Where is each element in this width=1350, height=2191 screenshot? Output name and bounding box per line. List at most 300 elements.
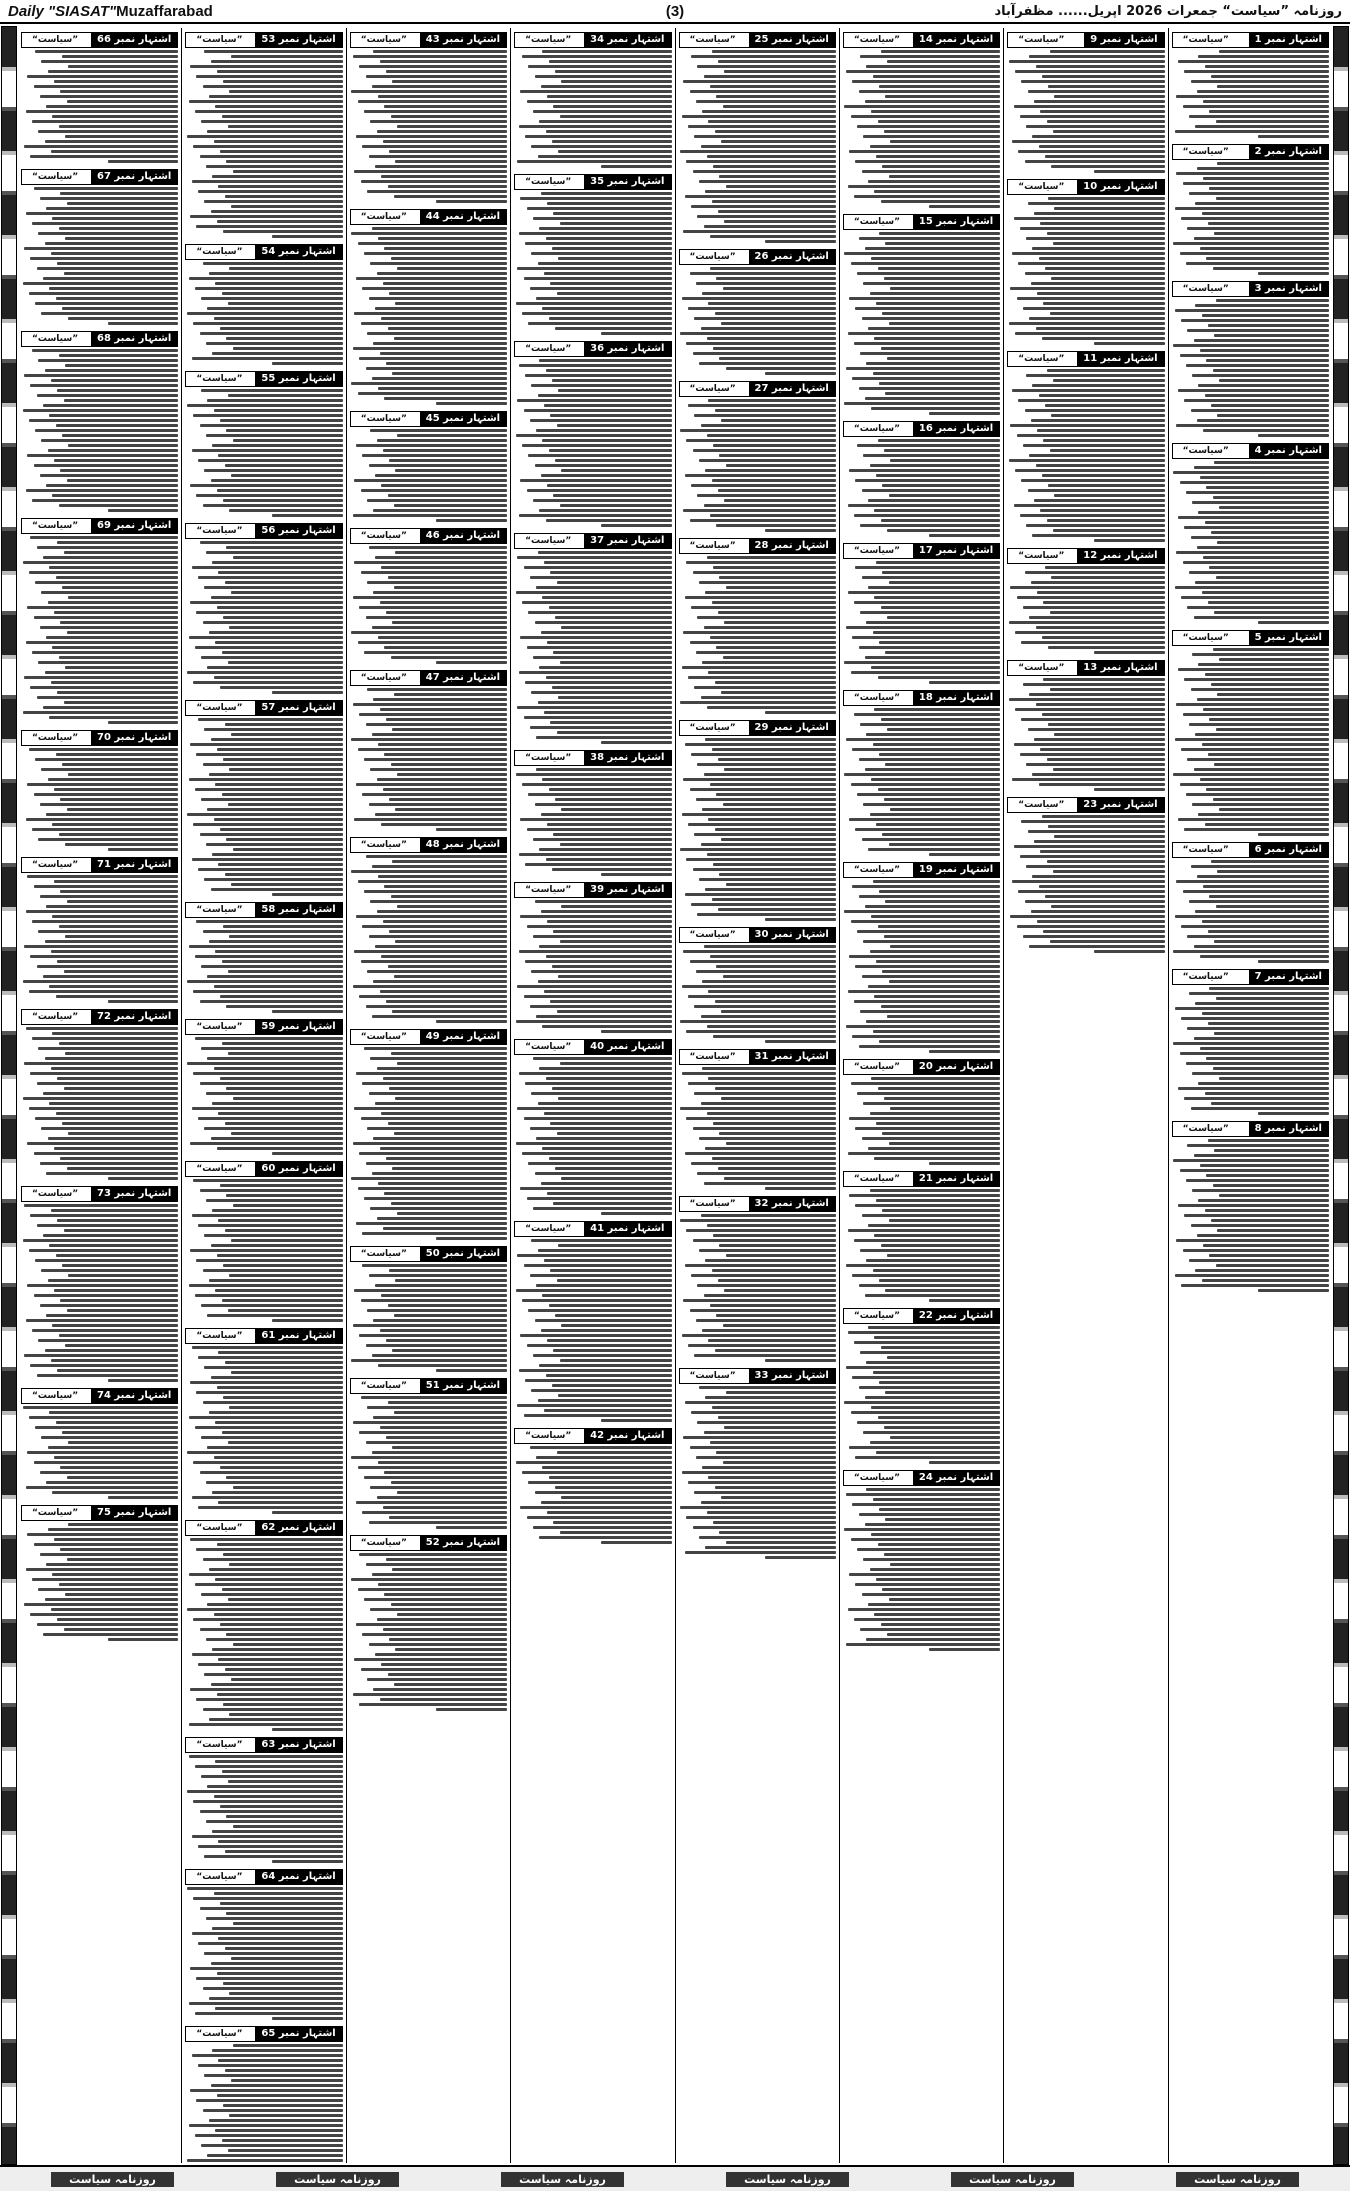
text-line <box>694 1092 836 1095</box>
text-line <box>885 651 1000 654</box>
text-line <box>1040 509 1164 512</box>
text-line <box>887 529 1000 532</box>
text-line <box>555 1314 671 1317</box>
text-line <box>52 217 178 220</box>
text-line <box>519 125 672 128</box>
text-line <box>212 1209 343 1212</box>
text-line <box>531 1092 671 1095</box>
text-line <box>212 175 343 178</box>
text-line <box>862 576 1000 579</box>
text-line <box>1010 424 1164 427</box>
text-line <box>855 307 1000 310</box>
text-line <box>35 758 178 761</box>
text-line <box>367 1678 507 1681</box>
notice-title: ”سیاست“ <box>853 546 900 556</box>
text-line <box>214 985 343 988</box>
text-line <box>519 1369 672 1372</box>
text-line <box>851 1538 1001 1541</box>
text-line <box>870 1189 1001 1192</box>
text-line <box>873 1371 1000 1374</box>
text-line <box>884 277 1000 280</box>
text-line <box>367 332 507 335</box>
text-line <box>190 1967 343 1970</box>
text-line <box>866 65 1000 68</box>
text-line <box>1094 539 1165 542</box>
notice-header <box>679 1049 836 1065</box>
text-line <box>544 272 671 275</box>
text-line <box>203 621 343 624</box>
text-line <box>226 838 342 841</box>
text-line <box>560 661 672 664</box>
text-line <box>1039 885 1165 888</box>
text-line <box>59 227 179 230</box>
text-line <box>726 883 836 886</box>
text-line <box>48 70 179 73</box>
text-line <box>377 1618 508 1621</box>
text-line <box>41 768 178 771</box>
text-line <box>203 2109 343 2112</box>
text-line <box>527 925 672 928</box>
text-column <box>1168 28 1332 2163</box>
text-column <box>510 28 674 2163</box>
text-line <box>369 935 507 938</box>
text-line <box>32 651 178 654</box>
text-line <box>52 494 178 497</box>
text-line <box>67 1558 179 1561</box>
text-line <box>870 292 1001 295</box>
text-line <box>694 1354 836 1357</box>
notice-body-text <box>514 900 671 1033</box>
notice-header <box>1172 281 1329 297</box>
text-line <box>49 1411 178 1414</box>
text-line <box>1042 636 1165 639</box>
text-line <box>209 1279 343 1282</box>
notice-header <box>514 882 671 898</box>
text-line <box>688 404 836 407</box>
legal-notice <box>679 720 836 921</box>
text-line <box>539 848 671 851</box>
text-line <box>859 1045 1001 1048</box>
text-line <box>369 464 507 467</box>
text-line <box>193 322 343 325</box>
text-line <box>394 1411 507 1414</box>
text-line <box>719 1244 835 1247</box>
text-line <box>712 479 836 482</box>
text-line <box>201 1304 343 1307</box>
text-line <box>35 50 178 53</box>
text-line <box>1051 905 1164 908</box>
text-line <box>887 1633 1000 1636</box>
notice-header <box>514 32 671 48</box>
text-line <box>1181 596 1329 599</box>
text-line <box>547 1192 671 1195</box>
legal-notice <box>185 244 342 365</box>
text-line <box>64 1229 179 1232</box>
notice-body-text <box>843 50 1000 208</box>
text-line <box>550 571 671 574</box>
text-line <box>223 1703 343 1706</box>
text-line <box>1031 581 1165 584</box>
text-line <box>868 586 1000 589</box>
text-line <box>215 282 342 285</box>
text-line <box>1018 150 1164 153</box>
text-line <box>362 1232 507 1235</box>
text-line <box>209 631 343 634</box>
text-line <box>212 2049 343 2052</box>
text-line <box>1176 703 1329 706</box>
text-line <box>560 1062 672 1065</box>
text-line <box>1175 130 1329 133</box>
text-line <box>536 1137 671 1140</box>
text-line <box>369 1274 507 1277</box>
text-line <box>369 1521 507 1524</box>
text-line <box>206 165 343 168</box>
text-line <box>520 1334 671 1337</box>
text-line <box>64 970 179 973</box>
text-line <box>1017 434 1165 437</box>
text-line <box>693 1239 836 1242</box>
text-line <box>52 115 178 118</box>
text-line <box>1189 115 1329 118</box>
text-line <box>547 95 671 98</box>
text-line <box>1036 626 1165 629</box>
notice-number: اشتہار نمبر 58 <box>255 903 341 917</box>
text-line <box>848 1152 1001 1155</box>
text-line <box>528 1162 671 1165</box>
text-line <box>189 1284 343 1287</box>
text-line <box>436 200 507 203</box>
text-line <box>866 1488 1000 1491</box>
text-line <box>218 1937 342 1940</box>
text-line <box>549 60 672 63</box>
text-line <box>546 130 672 133</box>
notice-header <box>21 1186 178 1202</box>
text-line <box>854 514 1000 517</box>
text-line <box>719 175 835 178</box>
text-line <box>380 1147 507 1150</box>
text-line <box>682 985 836 988</box>
text-line <box>34 1461 179 1464</box>
text-line <box>530 576 672 579</box>
text-line <box>682 813 836 816</box>
text-line <box>549 788 672 791</box>
text-line <box>1026 865 1164 868</box>
notice-header <box>185 1161 342 1177</box>
text-line <box>41 439 178 442</box>
text-line <box>1045 404 1165 407</box>
text-line <box>1202 920 1329 923</box>
text-line <box>536 1015 671 1018</box>
text-line <box>395 1097 507 1100</box>
text-line <box>519 671 672 674</box>
notice-number: اشتہار نمبر 33 <box>749 1369 835 1383</box>
notice-header <box>514 533 671 549</box>
text-line <box>1213 648 1329 651</box>
notice-number: اشتہار نمبر 30 <box>749 928 835 942</box>
text-line <box>62 1122 178 1125</box>
notice-title: ”سیاست“ <box>1018 354 1065 364</box>
text-line <box>1205 394 1329 397</box>
text-line <box>370 1486 507 1489</box>
text-line <box>34 1294 179 1297</box>
text-line <box>1026 237 1164 240</box>
notice-number: اشتہار نمبر 27 <box>749 382 835 396</box>
text-line <box>218 1351 342 1354</box>
text-line <box>198 868 343 871</box>
text-line <box>539 666 671 669</box>
text-line <box>546 676 672 679</box>
text-line <box>876 1199 1000 1202</box>
text-line <box>207 1057 342 1060</box>
notice-header <box>679 927 836 943</box>
text-line <box>377 910 508 913</box>
text-line <box>354 818 507 821</box>
text-line <box>874 337 1000 340</box>
text-line <box>542 1294 671 1297</box>
text-line <box>195 955 343 958</box>
text-line <box>854 1000 1000 1003</box>
text-line <box>1217 85 1329 88</box>
legal-notice <box>1007 351 1164 542</box>
text-line <box>187 2159 343 2162</box>
text-line <box>601 1030 672 1033</box>
text-line <box>372 1573 507 1576</box>
notice-title: ”سیاست“ <box>1182 633 1229 643</box>
text-line <box>539 1364 671 1367</box>
text-line <box>541 813 672 816</box>
text-line <box>195 788 343 791</box>
text-line <box>868 327 1000 330</box>
text-line <box>378 743 507 746</box>
notice-title: ”سیاست“ <box>360 414 407 424</box>
text-line <box>60 469 178 472</box>
text-line <box>351 1578 507 1581</box>
text-line <box>26 1319 179 1322</box>
text-line <box>198 190 343 193</box>
text-line <box>220 1466 343 1469</box>
text-line <box>223 1982 343 1985</box>
text-line <box>535 803 672 806</box>
text-line <box>724 1426 836 1429</box>
text-line <box>1176 424 1329 427</box>
text-line <box>885 95 1000 98</box>
text-line <box>223 1396 343 1399</box>
text-line <box>207 1603 342 1606</box>
text-line <box>51 1608 178 1611</box>
text-line <box>879 1508 1000 1511</box>
text-line <box>397 125 507 128</box>
text-line <box>220 419 343 422</box>
text-line <box>397 434 507 437</box>
text-line <box>45 1598 179 1601</box>
notice-body-text <box>185 262 342 365</box>
text-line <box>187 813 343 816</box>
text-line <box>60 1299 178 1302</box>
text-line <box>1021 718 1164 721</box>
text-line <box>1205 673 1329 676</box>
text-line <box>189 100 343 103</box>
text-line <box>1258 272 1329 275</box>
text-line <box>51 379 178 382</box>
text-line <box>881 1244 1001 1247</box>
text-line <box>228 1598 343 1601</box>
text-line <box>683 1436 836 1439</box>
text-line <box>890 459 1000 462</box>
text-line <box>555 616 671 619</box>
text-line <box>211 1376 343 1379</box>
text-line <box>690 90 836 93</box>
notice-title: ”سیاست“ <box>853 1174 900 1184</box>
text-line <box>849 1194 1000 1197</box>
text-line <box>65 666 178 669</box>
notice-header <box>185 1737 342 1753</box>
text-line <box>1053 242 1165 245</box>
text-line <box>857 272 1000 275</box>
text-line <box>719 873 835 876</box>
notice-title: ”سیاست“ <box>1182 972 1229 982</box>
text-line <box>718 1416 836 1419</box>
text-line <box>726 185 836 188</box>
text-line <box>220 1184 343 1187</box>
text-line <box>708 671 835 674</box>
notice-title: ”سیاست“ <box>360 35 407 45</box>
text-line <box>682 1072 836 1075</box>
text-line <box>65 1344 178 1347</box>
text-line <box>220 995 343 998</box>
text-line <box>685 195 836 198</box>
text-line <box>524 1414 672 1417</box>
text-line <box>702 1067 836 1070</box>
text-line <box>108 1177 179 1180</box>
text-line <box>860 611 1000 614</box>
text-line <box>190 1381 343 1384</box>
text-line <box>863 454 1000 457</box>
text-line <box>536 297 671 300</box>
text-line <box>1023 683 1165 686</box>
text-line <box>873 372 1000 375</box>
text-line <box>351 90 507 93</box>
text-line <box>223 499 343 502</box>
text-line <box>708 1339 835 1342</box>
text-line <box>522 444 672 447</box>
text-line <box>1045 155 1165 158</box>
text-line <box>871 666 1000 669</box>
text-line <box>1054 207 1164 210</box>
text-line <box>1219 658 1329 661</box>
text-line <box>214 1613 343 1616</box>
text-line <box>862 1214 1000 1217</box>
text-line <box>1178 1087 1329 1090</box>
text-line <box>704 945 836 948</box>
text-line <box>212 1648 343 1651</box>
text-line <box>601 332 672 335</box>
text-line <box>859 895 1001 898</box>
text-line <box>552 1087 672 1090</box>
text-line <box>217 1386 343 1389</box>
notice-number: اشتہار نمبر 21 <box>913 1172 999 1186</box>
text-line <box>1029 454 1164 457</box>
legal-notice <box>843 1470 1000 1651</box>
text-line <box>846 1366 1000 1369</box>
text-line <box>1194 466 1329 469</box>
text-line <box>524 1117 672 1120</box>
text-line <box>851 1082 1001 1085</box>
text-line <box>189 2002 343 2005</box>
notice-number: اشتہار نمبر 8 <box>1249 1122 1328 1136</box>
text-line <box>56 1254 179 1257</box>
text-line <box>863 282 1000 285</box>
text-line <box>683 631 836 634</box>
text-line <box>1203 100 1329 103</box>
text-line <box>65 364 178 367</box>
text-line <box>601 741 672 744</box>
text-line <box>1191 1224 1329 1227</box>
text-line <box>536 1284 671 1287</box>
text-line <box>693 1127 836 1130</box>
legal-notice <box>679 538 836 714</box>
text-line <box>1217 162 1329 165</box>
notice-title: ”سیاست“ <box>32 1012 79 1022</box>
text-line <box>215 950 342 953</box>
text-line <box>1050 611 1165 614</box>
text-line <box>865 656 1000 659</box>
text-line <box>855 479 1000 482</box>
text-line <box>65 935 178 938</box>
text-line <box>520 636 671 639</box>
text-line <box>108 509 179 512</box>
text-line <box>1186 1179 1329 1182</box>
text-line <box>1214 940 1329 943</box>
text-line <box>389 1516 507 1519</box>
text-line <box>544 404 671 407</box>
text-line <box>1048 484 1164 487</box>
text-line <box>849 1446 1000 1449</box>
text-line <box>35 302 178 305</box>
legal-notice <box>21 857 178 1003</box>
legal-notice <box>679 32 836 243</box>
text-line <box>354 1289 507 1292</box>
text-line <box>60 1157 178 1160</box>
notice-title: ”سیاست“ <box>1018 663 1065 673</box>
text-line <box>683 80 836 83</box>
text-line <box>852 636 1000 639</box>
notice-number: اشتہار نمبر 20 <box>913 1060 999 1074</box>
text-line <box>358 880 508 883</box>
text-line <box>1219 1194 1329 1197</box>
notice-header <box>350 670 507 686</box>
text-line <box>1043 439 1164 442</box>
text-line <box>54 1538 178 1541</box>
text-line <box>721 140 836 143</box>
text-line <box>691 753 836 756</box>
legal-notice <box>185 1520 342 1731</box>
text-line <box>54 1456 178 1459</box>
text-line <box>547 1339 671 1342</box>
text-line <box>200 332 343 335</box>
text-line <box>192 1496 343 1499</box>
text-line <box>874 190 1000 193</box>
text-line <box>707 556 836 559</box>
text-line <box>699 180 836 183</box>
notice-body-text <box>514 551 671 744</box>
text-line <box>225 1947 343 1950</box>
text-line <box>527 1516 672 1519</box>
text-line <box>882 484 1000 487</box>
text-line <box>43 277 178 280</box>
text-line <box>1211 531 1329 534</box>
text-line <box>225 1229 343 1232</box>
text-line <box>211 60 343 63</box>
